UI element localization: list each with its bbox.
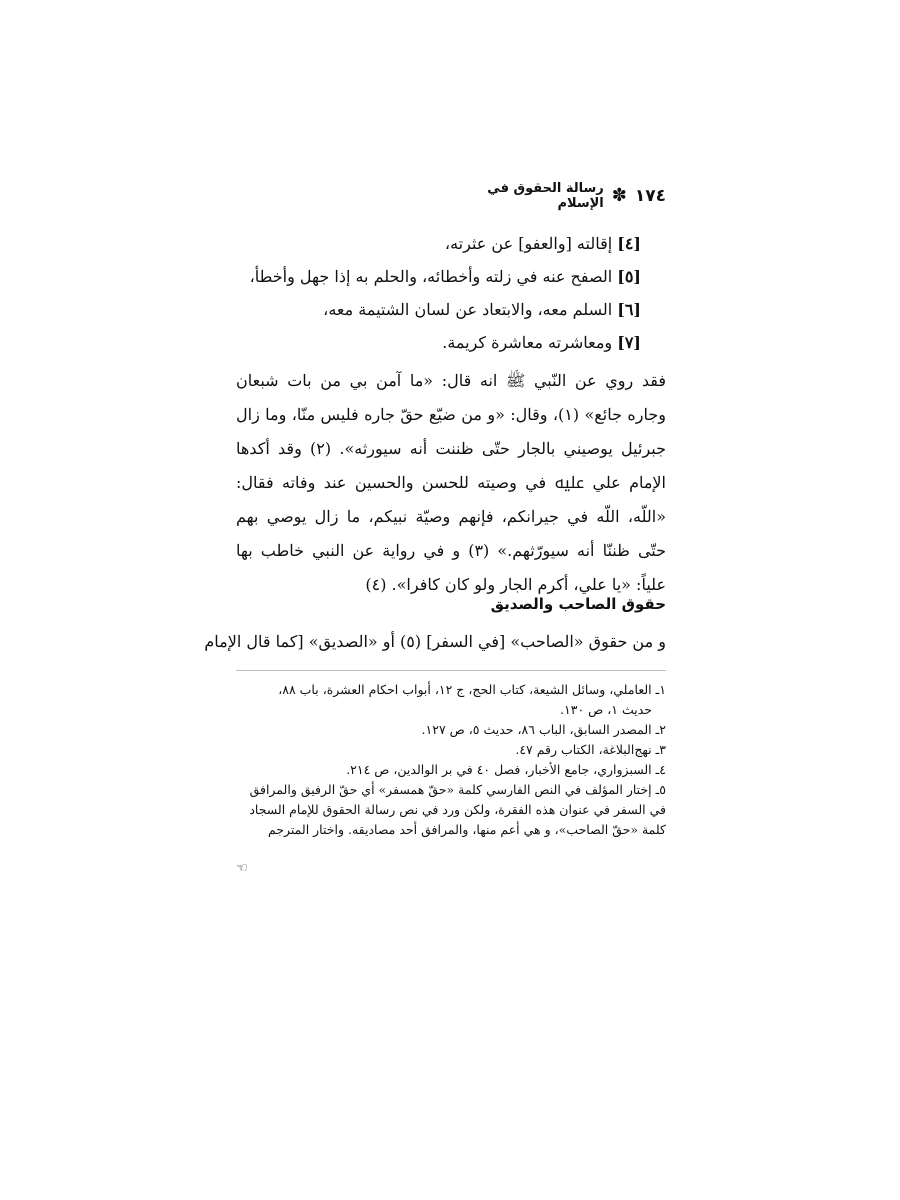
footnote-1: ١ـ العاملي، وسائل الشيعة، كتاب الحج، ج ١٢، أبواب احكام العشرة، باب ٨٨، [278,682,666,697]
body-paragraph: فقد روي عن النّبي ﷺ انه قال: «ما آمن بي من بات شبعان وجاره جائع» (١)، وقال: «و من ضيّع حقّ جاره فليس منّا، وما زال جبرئيل يوصيني بالجار حتّى ظننت أنه سيورثه». (٢) وقد أكدها الإمام علي ﷷ في وصيته للحسن والحسين عند وفاته فقال: «اللّه، اللّه في جيرانكم، فإنهم وصيّة نبيكم، ما زال يوصي بهم حتّى ظننّا أنه سيورّثهم.» (٣) و في رواية عن النبي خاطب بها علياً: «يا علي، أكرم الجار ولو كان كافرا». (٤) [236,371,667,594]
footnote-5-continuation: في السفر في عنوان هذه الفقرة، ولكن ورد في نص رسالة الحقوق للإمام السجاد [249,802,666,817]
list-item-text: إقالته [والعفو] عن عثرته، [444,234,618,253]
running-header [480,183,666,209]
footnote-1-continuation: حديث ١، ص ١٣٠. [560,702,652,717]
section-paragraph: و من حقوق «الصاحب» [في السفر] (٥) أو «الصديق» [كما قال الإمام [204,632,666,651]
section-heading: حقوق الصاحب والصديق [490,595,666,613]
footnote-2: ٢ـ المصدر السابق، الباب ٨٦، حديث ٥، ص ١٢٧. [421,722,666,737]
list-item-text: الصفح عنه في زلته وأخطائه، والحلم به إذا جهل وأخطأ، [249,267,618,286]
page-number: ١٧٤ [634,186,666,206]
list-item-number: [٦] [617,300,641,319]
list-item-text: السلم معه، والابتعاد عن لسان الشتيمة معه، [323,300,618,319]
footnote-4: ٤ـ السبزواري، جامع الأخبار، فصل ٤٠ في بر الوالدين، ص ٢١٤. [346,762,666,777]
list-item [236,331,641,355]
list-item-number: [٥] [617,267,641,286]
list-item-number: [٤] [617,234,641,253]
footnote-5-continuation-2: كلمة «حقّ الصاحب»، و هي أعم منها، والمرافق أحد مصاديقه. واختار المترجم [267,822,666,837]
list-item [236,298,641,322]
continue-hand-icon: ☜ [236,861,248,876]
footnote-divider [236,670,666,671]
list-item [236,265,641,289]
list-item-number: [٧] [617,333,641,352]
book-title: رسالة الحقوق في الإسلام [487,181,604,211]
list-item [236,232,641,256]
footnote-5: ٥ـ إختار المؤلف في النص الفارسي كلمة «حقّ همسفر» أي حقّ الرفيق والمرافق [249,782,666,797]
flower-ornament-icon: ✽ [611,185,627,206]
footnotes [236,680,666,840]
footnote-3: ٣ـ نهج‌البلاغة، الكتاب رقم ٤٧. [515,742,666,757]
list-item-text: ومعاشرته معاشرة كريمة. [442,333,618,352]
